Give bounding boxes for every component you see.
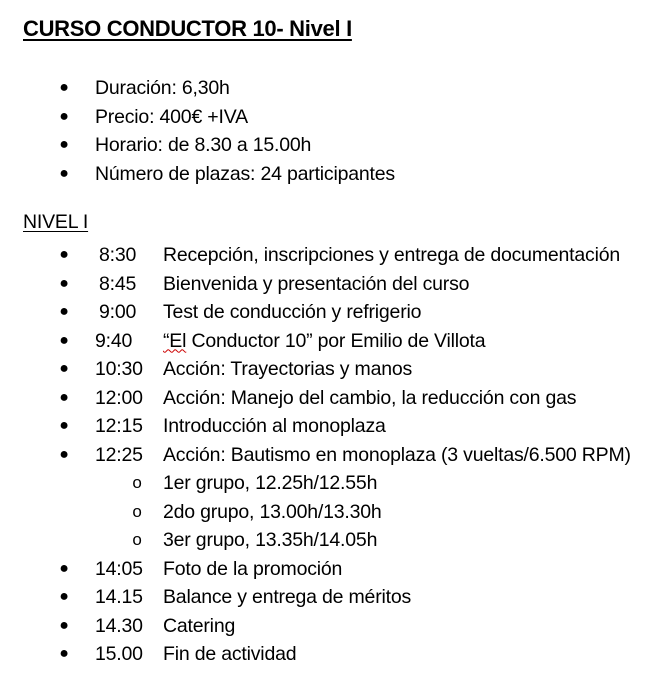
bullet-icon: ● [59, 445, 69, 463]
schedule-list [0, 241, 653, 669]
schedule-row [0, 270, 653, 299]
schedule-row [0, 640, 653, 669]
course-info-list [0, 74, 653, 188]
hollow-bullet-icon: o [132, 501, 142, 521]
bullet-icon: ● [59, 246, 69, 263]
schedule-time: 9:00 [99, 301, 137, 323]
schedule-row [0, 555, 653, 584]
schedule-time: 14.30 [95, 614, 143, 637]
group-time-text: 2do grupo, 13.00h/13.30h [163, 500, 382, 523]
schedule-row [0, 412, 653, 441]
seats-text: Número de plazas: 24 participantes [95, 162, 395, 185]
schedule-row [0, 441, 653, 470]
list-item-duration [0, 74, 653, 103]
bullet-icon: ● [59, 559, 69, 577]
sub-list-item [0, 526, 653, 555]
list-item-price [0, 103, 653, 132]
schedule-description: Foto de la promoción [163, 557, 343, 580]
schedule-description: Acción: Manejo del cambio, la reducción con gas [163, 386, 577, 409]
schedule-description: Test de conducción y refrigerio [163, 301, 422, 323]
bullet-icon: ● [59, 164, 69, 182]
bullet-icon: ● [59, 360, 69, 377]
bullet-icon: ● [59, 645, 69, 662]
schedule-description: Fin de actividad [163, 643, 297, 665]
schedule-row [0, 298, 653, 327]
bullet-icon: ● [59, 274, 69, 292]
schedule-description [163, 327, 485, 356]
schedule-row [0, 583, 653, 612]
bullet-icon: ● [59, 107, 69, 125]
bullet-icon: ● [59, 388, 69, 406]
bullet-icon: ● [59, 136, 69, 153]
bullet-icon: ● [59, 616, 69, 634]
schedule-time: 9:40 [95, 329, 133, 352]
schedule-row [0, 355, 653, 384]
schedule-time: 12:15 [95, 415, 143, 437]
list-item-schedule-hours [0, 131, 653, 160]
schedule-description: Catering [163, 614, 236, 637]
schedule-description: Acción: Bautismo en monoplaza (3 vueltas/6.500 RPM) [163, 443, 631, 466]
section-heading: NIVEL I [23, 211, 89, 233]
schedule-time: 15.00 [95, 643, 143, 665]
list-item-seats [0, 160, 653, 189]
schedule-row [0, 241, 653, 270]
group-time-text: 1er grupo, 12.25h/12.55h [163, 472, 378, 494]
bullet-icon: ● [59, 303, 69, 320]
schedule-row [0, 327, 653, 356]
schedule-description: Introducción al monoplaza [163, 415, 386, 437]
schedule-row [0, 612, 653, 641]
schedule-time: 10:30 [95, 358, 143, 380]
bullet-icon: ● [59, 588, 69, 605]
spellcheck-flagged-word: “El [163, 329, 187, 352]
schedule-time: 8:30 [99, 244, 137, 266]
schedule-time: 14.15 [95, 586, 143, 608]
hollow-bullet-icon: o [132, 473, 142, 492]
sub-list-item [0, 469, 653, 498]
group-time-text: 3er grupo, 13.35h/14.05h [163, 529, 378, 551]
schedule-description: Balance y entrega de méritos [163, 586, 412, 608]
schedule-description: Bienvenida y presentación del curso [163, 272, 470, 295]
schedule-time: 12:25 [95, 443, 143, 466]
schedule-description: Acción: Trayectorias y manos [163, 358, 413, 380]
schedule-time: 12:00 [95, 386, 143, 409]
hours-text: Horario: de 8.30 a 15.00h [95, 134, 312, 156]
schedule-description-rest: Conductor 10” por Emilio de Villota [186, 329, 486, 352]
schedule-time: 14:05 [95, 557, 143, 580]
bullet-icon: ● [59, 417, 69, 434]
hollow-bullet-icon: o [132, 530, 142, 549]
duration-text: Duración: 6,30h [95, 77, 230, 99]
sub-list-item [0, 498, 653, 527]
schedule-time: 8:45 [99, 272, 137, 295]
document-title: CURSO CONDUCTOR 10- Nivel I [23, 16, 352, 41]
bullet-icon: ● [59, 79, 69, 96]
schedule-description: Recepción, inscripciones y entrega de documentación [163, 244, 620, 266]
schedule-row [0, 384, 653, 413]
price-text: Precio: 400€ +IVA [95, 105, 248, 128]
bullet-icon: ● [59, 331, 69, 349]
